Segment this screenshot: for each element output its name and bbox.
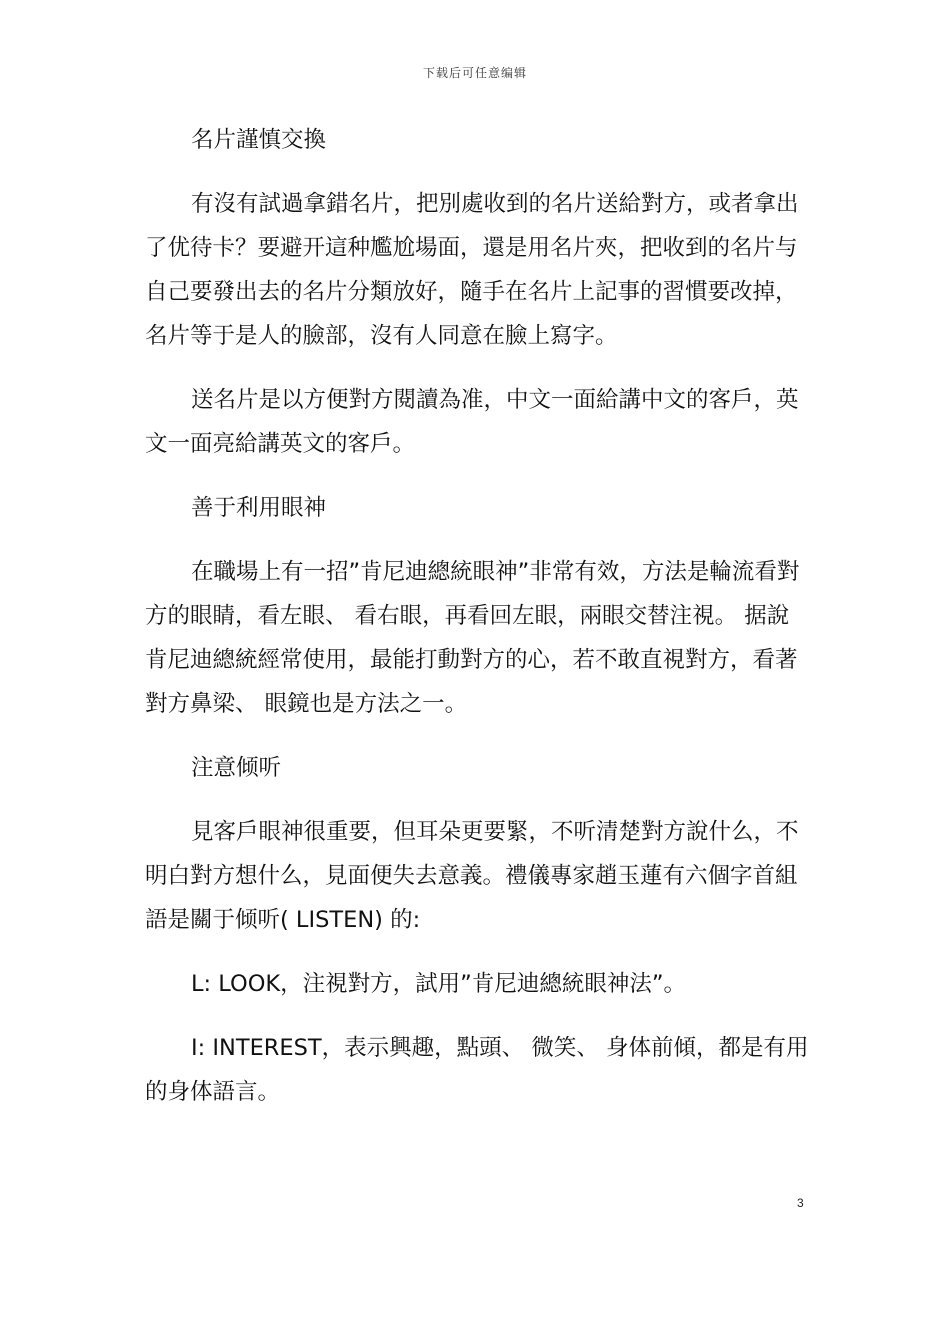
section-heading-business-card: 名片謹慎交換	[191, 127, 327, 153]
list-item-look: L: LOOK，注視對方，試用”肯尼迪總統眼神法”。	[191, 971, 686, 997]
section-heading-listening: 注意倾听	[191, 755, 282, 781]
page-header: 下载后可任意编辑	[422, 66, 527, 80]
document-body	[145, 118, 810, 1114]
list-item-interest: I: INTEREST，表示興趣，點頭、 微笑、 身体前傾，都是有用的身体語言。	[145, 1035, 809, 1105]
paragraph: 有沒有試過拿錯名片，把別處收到的名片送給對方，或者拿出了优待卡？要避开這种尷尬場面，還是用名片夾，把收到的名片与自己要發出去的名片分類放好，隨手在名片上記事的習慣要改掉，名片等于是人的臉部，沒有人同意在臉上寫字。	[145, 191, 799, 349]
paragraph: 見客戶眼神很重要，但耳朵更要緊，不听清楚對方說什么，不明白對方想什么，見面便失去意義。禮儀專家趙玉蓮有六個字首組語是關于倾听( LISTEN) 的:	[145, 819, 799, 933]
section-heading-eye-contact: 善于利用眼神	[191, 495, 327, 521]
paragraph: 送名片是以方便對方閱讀為准，中文一面給講中文的客戶，英文一面亮給講英文的客戶。	[145, 387, 799, 457]
page-number: 3	[797, 1196, 804, 1210]
paragraph: 在職場上有一招”肯尼迪總統眼神”非常有效，方法是輪流看對方的眼睛，看左眼、 看右眼，再看回左眼，兩眼交替注視。 据說肯尼迪總統經常使用，最能打動對方的心，若不敢直視對方，看著對方鼻梁、 眼鏡也是方法之一。	[145, 559, 800, 717]
